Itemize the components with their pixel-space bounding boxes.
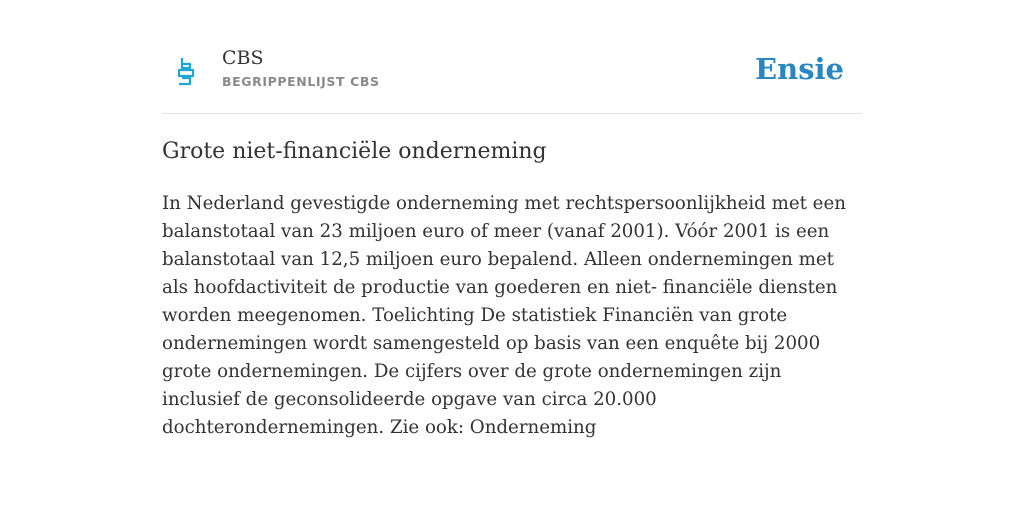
ensie-logo[interactable]: Ensie bbox=[755, 52, 844, 86]
cbs-logo-icon bbox=[176, 56, 196, 86]
source-name: CBS bbox=[222, 47, 264, 69]
term-title: Grote niet-financiële onderneming bbox=[162, 139, 547, 164]
source-subtitle: BEGRIPPENLIJST CBS bbox=[222, 74, 380, 89]
term-definition: In Nederland gevestigde onderneming met rechtspersoonlijkheid met een balanstotaal van 23 miljoen euro of meer (vanaf 2001). Vóór 2001 is een balanstotaal van 12,5 miljoen euro bepalend. Alleen ondernemingen met als hoofdactiviteit de productie van goederen en niet- financiële diensten worden meegenomen. Toelichting De statistiek Financiën van grote ondernemingen wordt samengesteld op basis van een enquête bij 2000 grote ondernemingen. De cijfers over de grote ondernemingen zijn inclusief de geconsolideerde opgave van circa 20.000 dochterondernemingen. Zie ook: Onderneming bbox=[162, 193, 846, 438]
source-header bbox=[162, 38, 862, 114]
